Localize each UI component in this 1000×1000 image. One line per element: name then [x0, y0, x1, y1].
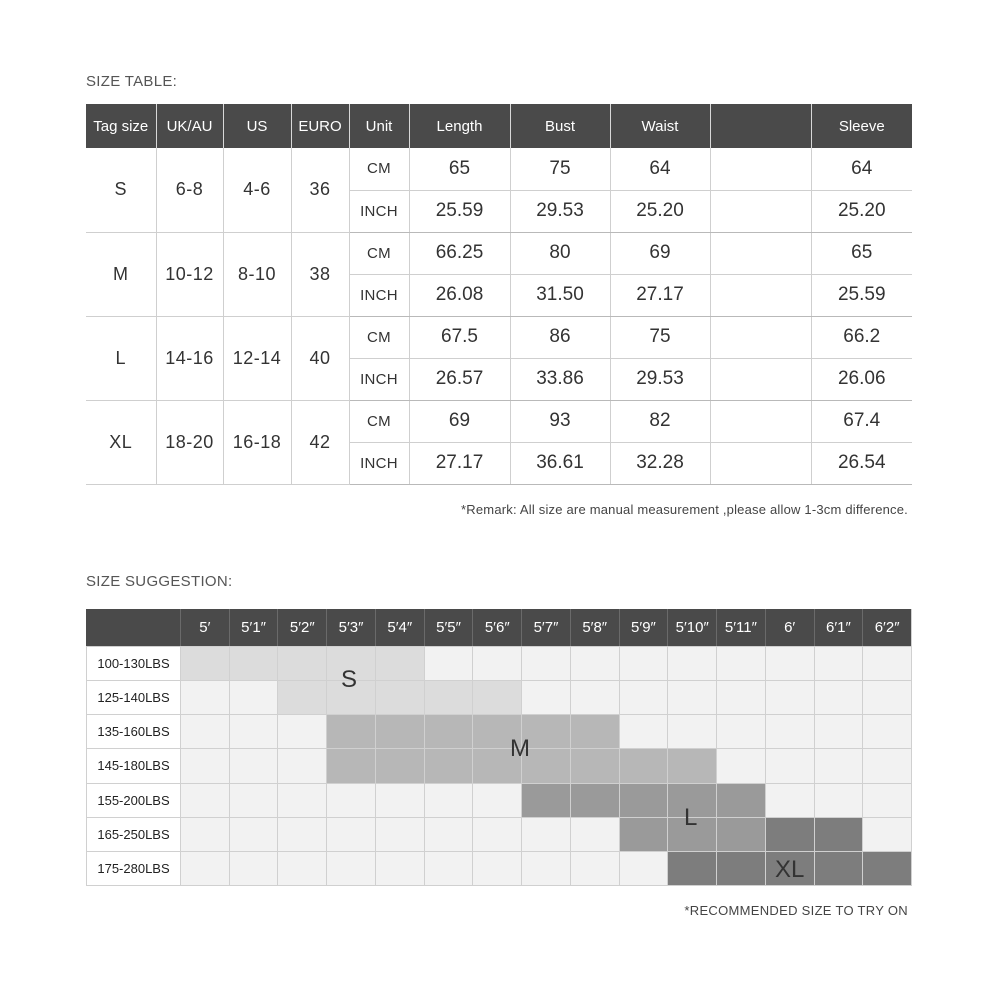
- sleeve-cell: 26.54: [811, 442, 912, 484]
- unit-cell: INCH: [349, 274, 409, 316]
- height-header: 5′2″: [277, 609, 326, 646]
- table-row: [86, 232, 912, 274]
- size-zone-label-s: S: [341, 666, 358, 693]
- height-header: 5′7″: [521, 609, 570, 646]
- weight-label: 135-160LBS: [86, 714, 180, 748]
- grid-cell-l: [716, 817, 765, 851]
- grid-cell: [765, 783, 814, 817]
- grid-cell: [716, 680, 765, 714]
- waist-cell: 64: [610, 148, 710, 190]
- weight-label: 175-280LBS: [86, 851, 180, 885]
- grid-cell-xl: [814, 817, 863, 851]
- grid-cell-s: [229, 646, 278, 680]
- bust-cell: 36.61: [510, 442, 610, 484]
- bust-cell: 31.50: [510, 274, 610, 316]
- weight-label: 145-180LBS: [86, 748, 180, 782]
- grid-cell-m: [619, 748, 668, 782]
- grid-cell: [180, 714, 229, 748]
- blank-cell: [710, 358, 811, 400]
- grid-cell: [521, 646, 570, 680]
- grid-cell-m: [375, 714, 424, 748]
- grid-cell-l: [619, 817, 668, 851]
- weight-label: 155-200LBS: [86, 783, 180, 817]
- header-us: US: [223, 104, 291, 148]
- tag-size-cell: XL: [86, 400, 156, 484]
- grid-cell: [277, 714, 326, 748]
- waist-cell: 29.53: [610, 358, 710, 400]
- grid-cell-s: [472, 680, 521, 714]
- waist-cell: 32.28: [610, 442, 710, 484]
- grid-cell: [277, 783, 326, 817]
- grid-cell: [424, 851, 473, 885]
- grid-cell: [229, 817, 278, 851]
- grid-cell: [180, 748, 229, 782]
- length-cell: 25.59: [409, 190, 510, 232]
- length-cell: 66.25: [409, 232, 510, 274]
- sleeve-cell: 25.20: [811, 190, 912, 232]
- weight-label: 100-130LBS: [86, 646, 180, 680]
- grid-cell: [667, 714, 716, 748]
- grid-cell: [472, 851, 521, 885]
- grid-cell-s: [424, 680, 473, 714]
- waist-cell: 69: [610, 232, 710, 274]
- table-row: [86, 316, 912, 358]
- sleeve-cell: 26.06: [811, 358, 912, 400]
- waist-cell: 82: [610, 400, 710, 442]
- height-header: 5′8″: [570, 609, 619, 646]
- grid-cell: [375, 851, 424, 885]
- grid-cell: [180, 817, 229, 851]
- grid-cell-l: [521, 783, 570, 817]
- grid-cell: [277, 817, 326, 851]
- height-header: 5′6″: [472, 609, 521, 646]
- grid-cell: [619, 714, 668, 748]
- blank-cell: [710, 400, 811, 442]
- unit-cell: INCH: [349, 442, 409, 484]
- grid-cell-m: [326, 748, 375, 782]
- grid-cell: [765, 646, 814, 680]
- grid-cell: [375, 817, 424, 851]
- grid-cell: [180, 783, 229, 817]
- grid-cell: [765, 680, 814, 714]
- grid-cell: [667, 680, 716, 714]
- weight-label: 125-140LBS: [86, 680, 180, 714]
- bust-cell: 75: [510, 148, 610, 190]
- waist-cell: 75: [610, 316, 710, 358]
- grid-cell: [424, 646, 473, 680]
- grid-cell-l: [619, 783, 668, 817]
- tag-size-cell: L: [86, 316, 156, 400]
- grid-cell: [277, 851, 326, 885]
- header-tag-size: Tag size: [86, 104, 156, 148]
- grid-cell: [619, 646, 668, 680]
- height-header: 5′11″: [716, 609, 765, 646]
- grid-cell-xl: [667, 851, 716, 885]
- sleeve-cell: 67.4: [811, 400, 912, 442]
- grid-cell: [570, 680, 619, 714]
- grid-cell: [570, 817, 619, 851]
- grid-corner: [86, 609, 180, 646]
- height-header: 6′: [765, 609, 814, 646]
- grid-cell: [716, 748, 765, 782]
- sleeve-cell: 25.59: [811, 274, 912, 316]
- grid-cell: [814, 748, 863, 782]
- length-cell: 65: [409, 148, 510, 190]
- grid-cell: [521, 851, 570, 885]
- grid-cell: [521, 680, 570, 714]
- height-header: 5′4″: [375, 609, 424, 646]
- header-blank: [710, 104, 811, 148]
- unit-cell: CM: [349, 148, 409, 190]
- sleeve-cell: 64: [811, 148, 912, 190]
- grid-cell: [229, 783, 278, 817]
- grid-cell-xl: [814, 851, 863, 885]
- waist-cell: 27.17: [610, 274, 710, 316]
- bust-cell: 86: [510, 316, 610, 358]
- grid-cell: [814, 783, 863, 817]
- grid-cell: [326, 783, 375, 817]
- blank-cell: [710, 148, 811, 190]
- unit-cell: CM: [349, 232, 409, 274]
- grid-cell-xl: [765, 817, 814, 851]
- bust-cell: 80: [510, 232, 610, 274]
- grid-cell-s: [375, 646, 424, 680]
- grid-cell-m: [667, 748, 716, 782]
- height-header: 6′1″: [814, 609, 863, 646]
- grid-cell: [814, 714, 863, 748]
- waist-cell: 25.20: [610, 190, 710, 232]
- size-table-title: SIZE TABLE:: [86, 73, 178, 90]
- grid-cell: [862, 748, 911, 782]
- grid-cell-xl: [716, 851, 765, 885]
- grid-cell: [862, 646, 911, 680]
- grid-cell: [424, 783, 473, 817]
- height-header: 5′3″: [326, 609, 375, 646]
- bust-cell: 29.53: [510, 190, 610, 232]
- header-sleeve: Sleeve: [811, 104, 912, 148]
- header-uk-au: UK/AU: [156, 104, 223, 148]
- length-cell: 69: [409, 400, 510, 442]
- grid-cell: [277, 748, 326, 782]
- uk-au-cell: 6-8: [156, 148, 223, 232]
- header-waist: Waist: [610, 104, 710, 148]
- grid-cell: [472, 783, 521, 817]
- uk-au-cell: 18-20: [156, 400, 223, 484]
- tag-size-cell: M: [86, 232, 156, 316]
- header-length: Length: [409, 104, 510, 148]
- grid-cell-m: [570, 748, 619, 782]
- length-cell: 26.08: [409, 274, 510, 316]
- grid-cell-m: [424, 714, 473, 748]
- size-table-header: [86, 104, 912, 148]
- us-cell: 4-6: [223, 148, 291, 232]
- size-table: [86, 104, 912, 485]
- grid-cell-m: [326, 714, 375, 748]
- grid-cell: [229, 680, 278, 714]
- grid-cell: [229, 851, 278, 885]
- header-unit: Unit: [349, 104, 409, 148]
- uk-au-cell: 14-16: [156, 316, 223, 400]
- us-cell: 8-10: [223, 232, 291, 316]
- sleeve-cell: 65: [811, 232, 912, 274]
- header-euro: EURO: [291, 104, 349, 148]
- grid-cell: [667, 646, 716, 680]
- height-header: 5′9″: [619, 609, 668, 646]
- blank-cell: [710, 190, 811, 232]
- grid-cell-s: [375, 680, 424, 714]
- grid-cell: [862, 680, 911, 714]
- grid-cell: [814, 680, 863, 714]
- unit-cell: CM: [349, 400, 409, 442]
- unit-cell: INCH: [349, 358, 409, 400]
- height-header: 5′1″: [229, 609, 278, 646]
- table-row: [86, 148, 912, 190]
- tag-size-cell: S: [86, 148, 156, 232]
- blank-cell: [710, 232, 811, 274]
- euro-cell: 38: [291, 232, 349, 316]
- grid-cell-s: [277, 680, 326, 714]
- grid-cell: [229, 748, 278, 782]
- grid-cell-m: [375, 748, 424, 782]
- euro-cell: 40: [291, 316, 349, 400]
- length-cell: 67.5: [409, 316, 510, 358]
- uk-au-cell: 10-12: [156, 232, 223, 316]
- height-header: 5′10″: [667, 609, 716, 646]
- bust-cell: 93: [510, 400, 610, 442]
- grid-cell-l: [570, 783, 619, 817]
- recommendation-note: *RECOMMENDED SIZE TO TRY ON: [684, 903, 908, 918]
- grid-cell: [424, 817, 473, 851]
- bust-cell: 33.86: [510, 358, 610, 400]
- grid-cell: [180, 851, 229, 885]
- blank-cell: [710, 274, 811, 316]
- grid-cell: [862, 714, 911, 748]
- length-cell: 26.57: [409, 358, 510, 400]
- weight-label: 165-250LBS: [86, 817, 180, 851]
- length-cell: 27.17: [409, 442, 510, 484]
- height-header: 6′2″: [862, 609, 911, 646]
- grid-cell-xl: [862, 851, 911, 885]
- measurement-remark: *Remark: All size are manual measurement ,please allow 1-3cm difference.: [461, 502, 908, 517]
- grid-cell: [472, 817, 521, 851]
- grid-cell: [862, 817, 911, 851]
- grid-cell: [716, 646, 765, 680]
- grid-cell-m: [570, 714, 619, 748]
- euro-cell: 36: [291, 148, 349, 232]
- size-suggestion-title: SIZE SUGGESTION:: [86, 573, 233, 590]
- grid-cell: [570, 851, 619, 885]
- us-cell: 16-18: [223, 400, 291, 484]
- grid-cell: [326, 851, 375, 885]
- grid-cell-s: [277, 646, 326, 680]
- size-suggestion-grid: [86, 609, 912, 886]
- blank-cell: [710, 316, 811, 358]
- grid-cell: [570, 646, 619, 680]
- size-zone-label-l: L: [684, 804, 698, 831]
- size-zone-label-m: M: [510, 735, 530, 762]
- euro-cell: 42: [291, 400, 349, 484]
- grid-cell: [472, 646, 521, 680]
- us-cell: 12-14: [223, 316, 291, 400]
- grid-cell: [765, 714, 814, 748]
- size-zone-label-xl: XL: [775, 856, 805, 883]
- grid-cell: [521, 817, 570, 851]
- grid-cell: [862, 783, 911, 817]
- grid-cell: [765, 748, 814, 782]
- grid-cell-m: [424, 748, 473, 782]
- grid-cell: [619, 680, 668, 714]
- grid-cell: [180, 680, 229, 714]
- sleeve-cell: 66.2: [811, 316, 912, 358]
- grid-cell: [326, 817, 375, 851]
- grid-cell: [619, 851, 668, 885]
- unit-cell: INCH: [349, 190, 409, 232]
- header-bust: Bust: [510, 104, 610, 148]
- blank-cell: [710, 442, 811, 484]
- grid-cell: [716, 714, 765, 748]
- grid-cell: [229, 714, 278, 748]
- height-header: 5′5″: [424, 609, 473, 646]
- table-row: [86, 400, 912, 442]
- grid-cell-l: [716, 783, 765, 817]
- grid-cell-s: [180, 646, 229, 680]
- unit-cell: CM: [349, 316, 409, 358]
- grid-cell: [814, 646, 863, 680]
- grid-cell: [375, 783, 424, 817]
- height-header: 5′: [180, 609, 229, 646]
